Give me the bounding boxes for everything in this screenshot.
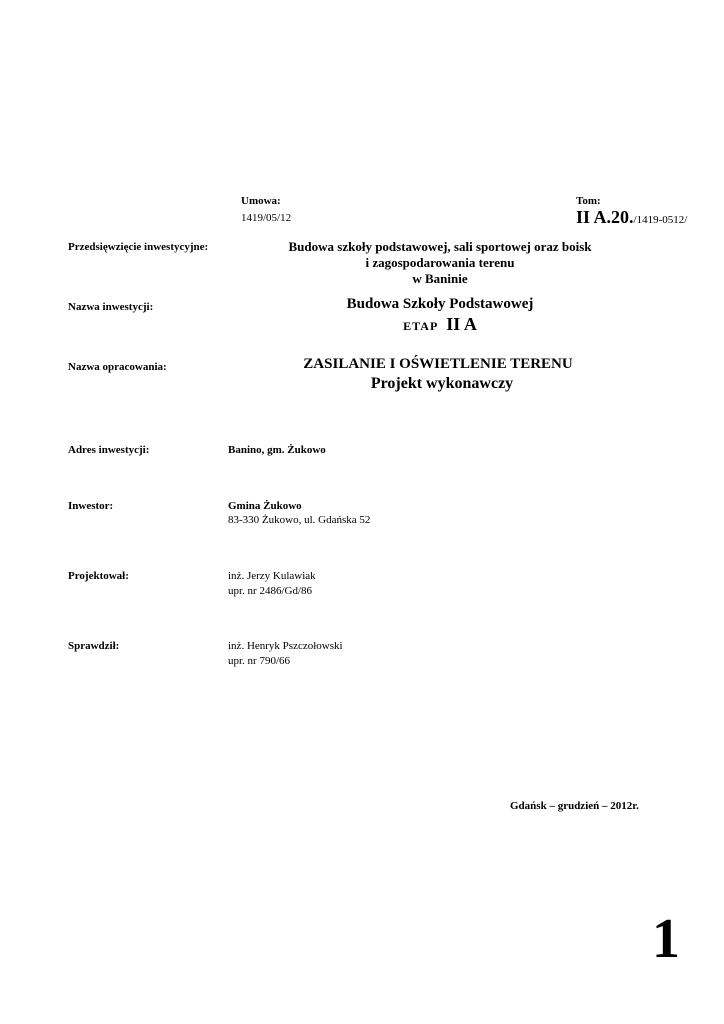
place-date: Gdańsk – grudzień – 2012r. <box>510 800 639 812</box>
inwestor-address: 83-330 Żukowo, ul. Gdańska 52 <box>228 514 371 526</box>
etap-line <box>240 314 640 335</box>
przedsiewziecie-line3: w Baninie <box>412 271 468 286</box>
tom-value <box>576 207 687 228</box>
inwestor-label: Inwestor: <box>68 500 114 512</box>
projektowal-name: inż. Jerzy Kulawiak <box>228 570 316 582</box>
inwestor-name: Gmina Żukowo <box>228 500 302 512</box>
tom-value-main: II A.20. <box>576 207 634 227</box>
nazwa-opracowania-line1: ZASILANIE I OŚWIETLENIE TERENU <box>303 356 573 372</box>
sprawdzil-name: inż. Henryk Pszczołowski <box>228 640 343 652</box>
przedsiewziecie-line1: Budowa szkoły podstawowej, sali sportowej oraz boisk <box>288 239 592 254</box>
umowa-value: 1419/05/12 <box>241 212 292 224</box>
nazwa-inwestycji-line1: Budowa Szkoły Podstawowej <box>346 296 534 312</box>
adres-value: Banino, gm. Żukowo <box>228 444 326 456</box>
przedsiewziecie-label: Przedsięwzięcie inwestycyjne: <box>68 241 209 253</box>
tom-label: Tom: <box>576 195 601 207</box>
etap-label: ETAP <box>403 319 439 333</box>
projektowal-license: upr. nr 2486/Gd/86 <box>228 585 313 597</box>
projektowal-label: Projektował: <box>68 570 129 582</box>
umowa-label: Umowa: <box>241 195 281 207</box>
etap-value: II A <box>446 314 477 334</box>
sprawdzil-license: upr. nr 790/66 <box>228 655 291 667</box>
przedsiewziecie-line2: i zagospodarowania terenu <box>365 255 515 270</box>
nazwa-opracowania-label: Nazwa opracowania: <box>68 361 167 373</box>
adres-label: Adres inwestycji: <box>68 444 150 456</box>
page-number: 1 <box>652 908 680 970</box>
tom-value-suffix: /1419-0512/ <box>633 214 688 226</box>
nazwa-inwestycji-label: Nazwa inwestycji: <box>68 301 154 313</box>
nazwa-opracowania-line2: Projekt wykonawczy <box>370 375 514 392</box>
sprawdzil-label: Sprawdził: <box>68 640 120 652</box>
